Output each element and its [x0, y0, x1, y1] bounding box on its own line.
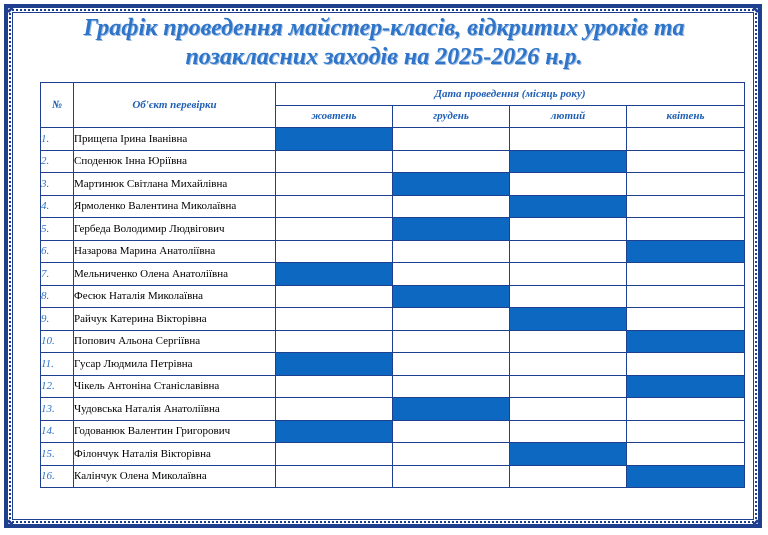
empty-cell	[393, 353, 510, 376]
empty-cell	[276, 173, 393, 196]
person-name: Ярмоленко Валентина Миколаївна	[74, 195, 276, 218]
row-number: 15.	[41, 443, 74, 466]
table-body	[41, 128, 745, 488]
empty-cell	[627, 195, 745, 218]
person-name: Райчук Катерина Вікторівна	[74, 308, 276, 331]
empty-cell	[627, 353, 745, 376]
scheduled-cell	[627, 240, 745, 263]
scheduled-cell	[276, 263, 393, 286]
month-header: грудень	[393, 105, 510, 128]
table-row	[41, 443, 745, 466]
table-row	[41, 420, 745, 443]
row-number: 16.	[41, 465, 74, 488]
empty-cell	[510, 263, 627, 286]
empty-cell	[510, 420, 627, 443]
column-header-date: Дата проведення (місяць року)	[276, 83, 745, 106]
scheduled-cell	[393, 398, 510, 421]
scheduled-cell	[510, 443, 627, 466]
corner-ornament-icon: ❖	[3, 517, 15, 531]
empty-cell	[393, 420, 510, 443]
table-row	[41, 195, 745, 218]
person-name: Споденюк Інна Юріївна	[74, 150, 276, 173]
empty-cell	[627, 128, 745, 151]
empty-cell	[627, 263, 745, 286]
table-row	[41, 263, 745, 286]
table-row	[41, 308, 745, 331]
month-header: квітень	[627, 105, 745, 128]
table-row	[41, 465, 745, 488]
empty-cell	[627, 285, 745, 308]
title-line-1: Графік проведення майстер-класів, відкритих уроків та	[83, 15, 685, 41]
empty-cell	[276, 285, 393, 308]
row-number: 4.	[41, 195, 74, 218]
empty-cell	[510, 375, 627, 398]
empty-cell	[627, 218, 745, 241]
scheduled-cell	[510, 195, 627, 218]
empty-cell	[393, 128, 510, 151]
empty-cell	[276, 195, 393, 218]
empty-cell	[510, 330, 627, 353]
title-line-2: позакласних заходів на 2025-2026 н.р.	[185, 44, 583, 70]
person-name: Прищепа Ірина Іванівна	[74, 128, 276, 151]
row-number: 3.	[41, 173, 74, 196]
empty-cell	[276, 443, 393, 466]
empty-cell	[276, 398, 393, 421]
empty-cell	[276, 465, 393, 488]
table-row	[41, 353, 745, 376]
row-number: 2.	[41, 150, 74, 173]
table-row	[41, 398, 745, 421]
column-header-name: Об'єкт перевірки	[74, 83, 276, 128]
empty-cell	[510, 240, 627, 263]
scheduled-cell	[510, 150, 627, 173]
scheduled-cell	[393, 285, 510, 308]
empty-cell	[510, 353, 627, 376]
empty-cell	[276, 218, 393, 241]
schedule-table	[40, 82, 745, 488]
row-number: 9.	[41, 308, 74, 331]
person-name: Годованюк Валентин Григорович	[74, 420, 276, 443]
empty-cell	[510, 465, 627, 488]
person-name: Гербеда Володимир Людвігович	[74, 218, 276, 241]
empty-cell	[393, 263, 510, 286]
empty-cell	[276, 240, 393, 263]
table-row	[41, 285, 745, 308]
row-number: 8.	[41, 285, 74, 308]
empty-cell	[627, 443, 745, 466]
column-header-number: №	[41, 83, 74, 128]
scheduled-cell	[627, 375, 745, 398]
empty-cell	[627, 398, 745, 421]
row-number: 12.	[41, 375, 74, 398]
table-row	[41, 150, 745, 173]
scheduled-cell	[510, 308, 627, 331]
table-row	[41, 173, 745, 196]
person-name: Мельниченко Олена Анатоліївна	[74, 263, 276, 286]
empty-cell	[627, 420, 745, 443]
person-name: Мартинюк Світлана Михайлівна	[74, 173, 276, 196]
empty-cell	[393, 330, 510, 353]
empty-cell	[393, 308, 510, 331]
empty-cell	[627, 150, 745, 173]
empty-cell	[393, 465, 510, 488]
person-name: Калінчук Олена Миколаївна	[74, 465, 276, 488]
month-header: лютий	[510, 105, 627, 128]
row-number: 11.	[41, 353, 74, 376]
empty-cell	[510, 285, 627, 308]
table-row	[41, 375, 745, 398]
empty-cell	[510, 128, 627, 151]
empty-cell	[276, 308, 393, 331]
scheduled-cell	[393, 218, 510, 241]
scheduled-cell	[276, 420, 393, 443]
month-header: жовтень	[276, 105, 393, 128]
header-row	[41, 83, 745, 106]
empty-cell	[510, 173, 627, 196]
table-row	[41, 218, 745, 241]
person-name: Чудовська Наталія Анатоліївна	[74, 398, 276, 421]
scheduled-cell	[276, 128, 393, 151]
person-name: Фесюк Наталія Миколаївна	[74, 285, 276, 308]
row-number: 10.	[41, 330, 74, 353]
row-number: 13.	[41, 398, 74, 421]
row-number: 1.	[41, 128, 74, 151]
table-row	[41, 240, 745, 263]
scheduled-cell	[276, 353, 393, 376]
empty-cell	[393, 150, 510, 173]
empty-cell	[393, 195, 510, 218]
empty-cell	[276, 330, 393, 353]
page-title	[30, 14, 738, 72]
scheduled-cell	[627, 330, 745, 353]
row-number: 5.	[41, 218, 74, 241]
row-number: 7.	[41, 263, 74, 286]
empty-cell	[393, 443, 510, 466]
empty-cell	[510, 398, 627, 421]
scheduled-cell	[627, 465, 745, 488]
person-name: Попович Альона Сергіївна	[74, 330, 276, 353]
person-name: Філончук Наталія Вікторівна	[74, 443, 276, 466]
corner-ornament-icon: ❖	[751, 517, 763, 531]
table-row	[41, 330, 745, 353]
empty-cell	[276, 375, 393, 398]
empty-cell	[510, 218, 627, 241]
scheduled-cell	[393, 173, 510, 196]
table-row	[41, 128, 745, 151]
corner-ornament-icon: ❖	[3, 2, 15, 16]
empty-cell	[393, 375, 510, 398]
empty-cell	[627, 173, 745, 196]
corner-ornament-icon: ❖	[751, 2, 763, 16]
row-number: 6.	[41, 240, 74, 263]
person-name: Гусар Людмила Петрівна	[74, 353, 276, 376]
person-name: Чікель Антоніна Станіславівна	[74, 375, 276, 398]
person-name: Назарова Марина Анатоліївна	[74, 240, 276, 263]
empty-cell	[393, 240, 510, 263]
empty-cell	[627, 308, 745, 331]
row-number: 14.	[41, 420, 74, 443]
empty-cell	[276, 150, 393, 173]
